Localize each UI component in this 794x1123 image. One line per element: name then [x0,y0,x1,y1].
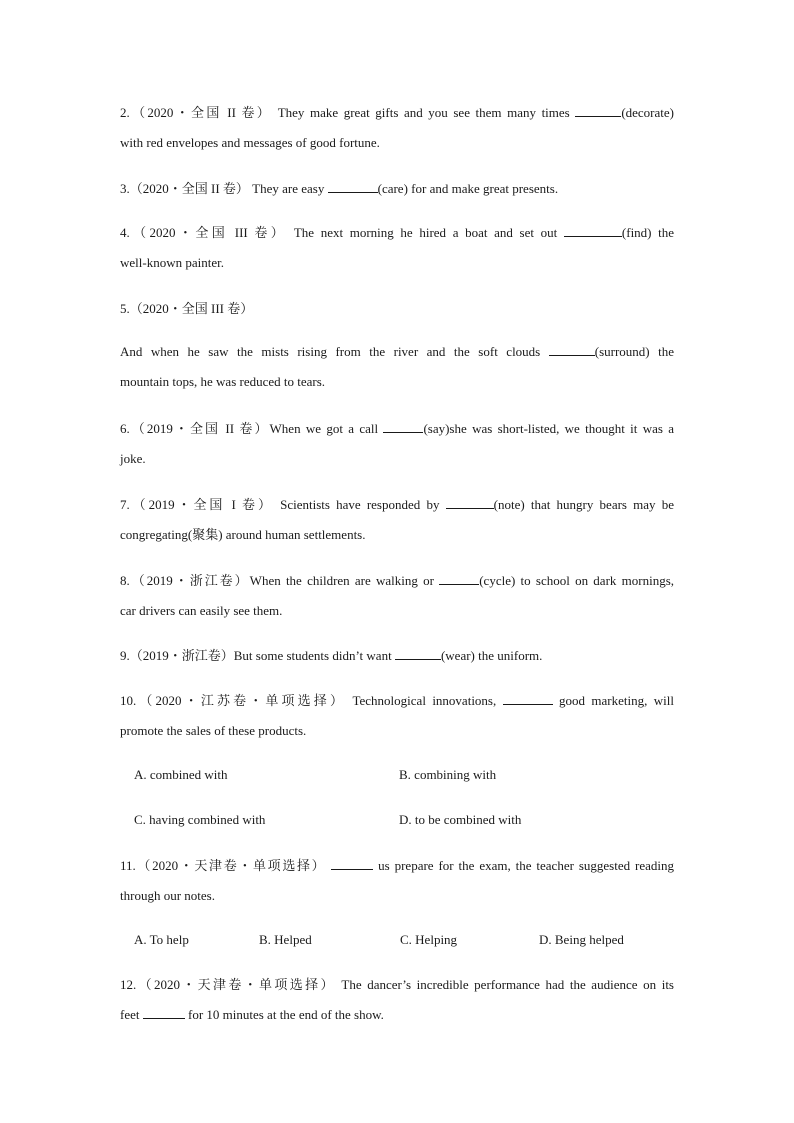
question-source: （2020・全国 III 卷） [129,301,254,316]
option-b[interactable]: B. Helped [259,932,312,947]
word-hint: (note) that hungry bears may be [493,497,674,512]
word-hint: (wear) the uniform. [440,648,543,663]
question-text-continued: congregating(聚集) around human settlements. [120,527,366,542]
question-4 [120,218,674,278]
question-5 [120,337,674,397]
word-hint: (decorate) [621,105,674,120]
question-number: 11. [120,858,136,873]
question-text-continued: joke. [120,451,146,466]
question-text: Scientists have responded by [280,497,440,512]
answer-blank[interactable] [395,647,441,660]
question-source: （2020・全国 II 卷） [129,105,273,120]
question-number: 10. [120,693,137,708]
question-number: 3. [120,181,130,196]
question-text-continued: well-known painter. [120,255,224,270]
question-source: （2019・全国 II 卷） [129,421,270,436]
question-number: 2. [120,105,130,120]
question-10 [120,686,674,746]
question-number: 7. [120,497,130,512]
word-hint: good marketing, will [559,693,674,708]
question-text-continued: car drivers can easily see them. [120,603,283,618]
question-2 [120,98,674,158]
question-text: The dancer’s incredible performance had the audience on its [341,977,674,992]
question-text: The next morning he hired a boat and set out [293,225,558,240]
option-d[interactable]: D. to be combined with [399,812,522,827]
question-text: When the children are walking or [249,573,434,588]
question-text-continued: mountain tops, he was reduced to tears. [120,374,326,389]
option-b[interactable]: B. combining with [399,767,497,782]
option-a[interactable]: A. combined with [134,767,228,782]
question-5-header [120,294,674,324]
question-text-continued: promote the sales of these products. [120,723,307,738]
answer-blank[interactable] [143,1006,185,1019]
question-text: They make great gifts and you see them many times [277,105,570,120]
option-d[interactable]: D. Being helped [539,932,624,947]
answer-blank[interactable] [383,420,423,433]
question-3 [120,174,674,204]
question-source: （2020・江苏卷・单项选择） [136,693,347,708]
question-8 [120,566,674,626]
answer-blank[interactable] [564,224,622,237]
answer-blank[interactable] [503,692,553,705]
question-source: （2020・全国 III 卷） [129,225,288,240]
question-number: 9. [120,648,130,663]
question-12 [120,970,674,1030]
question-number: 4. [120,225,130,240]
word-hint: (cycle) to school on dark mornings, [479,573,675,588]
answer-blank[interactable] [446,496,494,509]
option-c[interactable]: C. having combined with [134,812,266,827]
question-source: （2019・浙江卷） [129,573,250,588]
question-11 [120,851,674,911]
question-source: （2019・全国 I 卷） [129,497,274,512]
word-hint: us prepare for the exam, the teacher suggested reading [378,858,674,873]
question-text: But some students didn’t want [233,648,392,663]
answer-blank[interactable] [549,343,595,356]
question-number: 12. [120,977,137,992]
question-text-continued: through our notes. [120,888,215,903]
question-7 [120,490,674,550]
question-source: （2020・天津卷・单项选择） [136,977,336,992]
option-c[interactable]: C. Helping [400,932,458,947]
question-text-continued: with red envelopes and messages of good fortune. [120,135,380,150]
question-number: 6. [120,421,130,436]
question-source: （2020・天津卷・单项选择） [135,858,327,873]
answer-blank[interactable] [328,180,378,193]
question-text-continued: for 10 minutes at the end of the show. [187,1007,384,1022]
question-source: （2019・浙江卷） [129,648,234,663]
answer-blank[interactable] [439,572,479,585]
question-source: （2020・全国 II 卷） [129,181,249,196]
question-6 [120,414,674,474]
word-hint: (care) for and make great presents. [377,181,559,196]
word-hint: (find) the [621,225,675,240]
answer-blank[interactable] [331,857,373,870]
question-number: 5. [120,301,130,316]
question-9 [120,641,674,671]
question-text-continued: feet [120,1007,140,1022]
question-text: And when he saw the mists rising from the river and the soft clouds [120,344,541,359]
question-number: 8. [120,573,130,588]
word-hint: (surround) the [594,344,675,359]
word-hint: (say)she was short-listed, we thought it was a [423,421,674,436]
answer-blank[interactable] [575,104,621,117]
option-a[interactable]: A. To help [134,932,189,947]
question-text: Technological innovations, [352,693,497,708]
question-text: They are easy [252,181,325,196]
question-text: When we got a call [269,421,379,436]
